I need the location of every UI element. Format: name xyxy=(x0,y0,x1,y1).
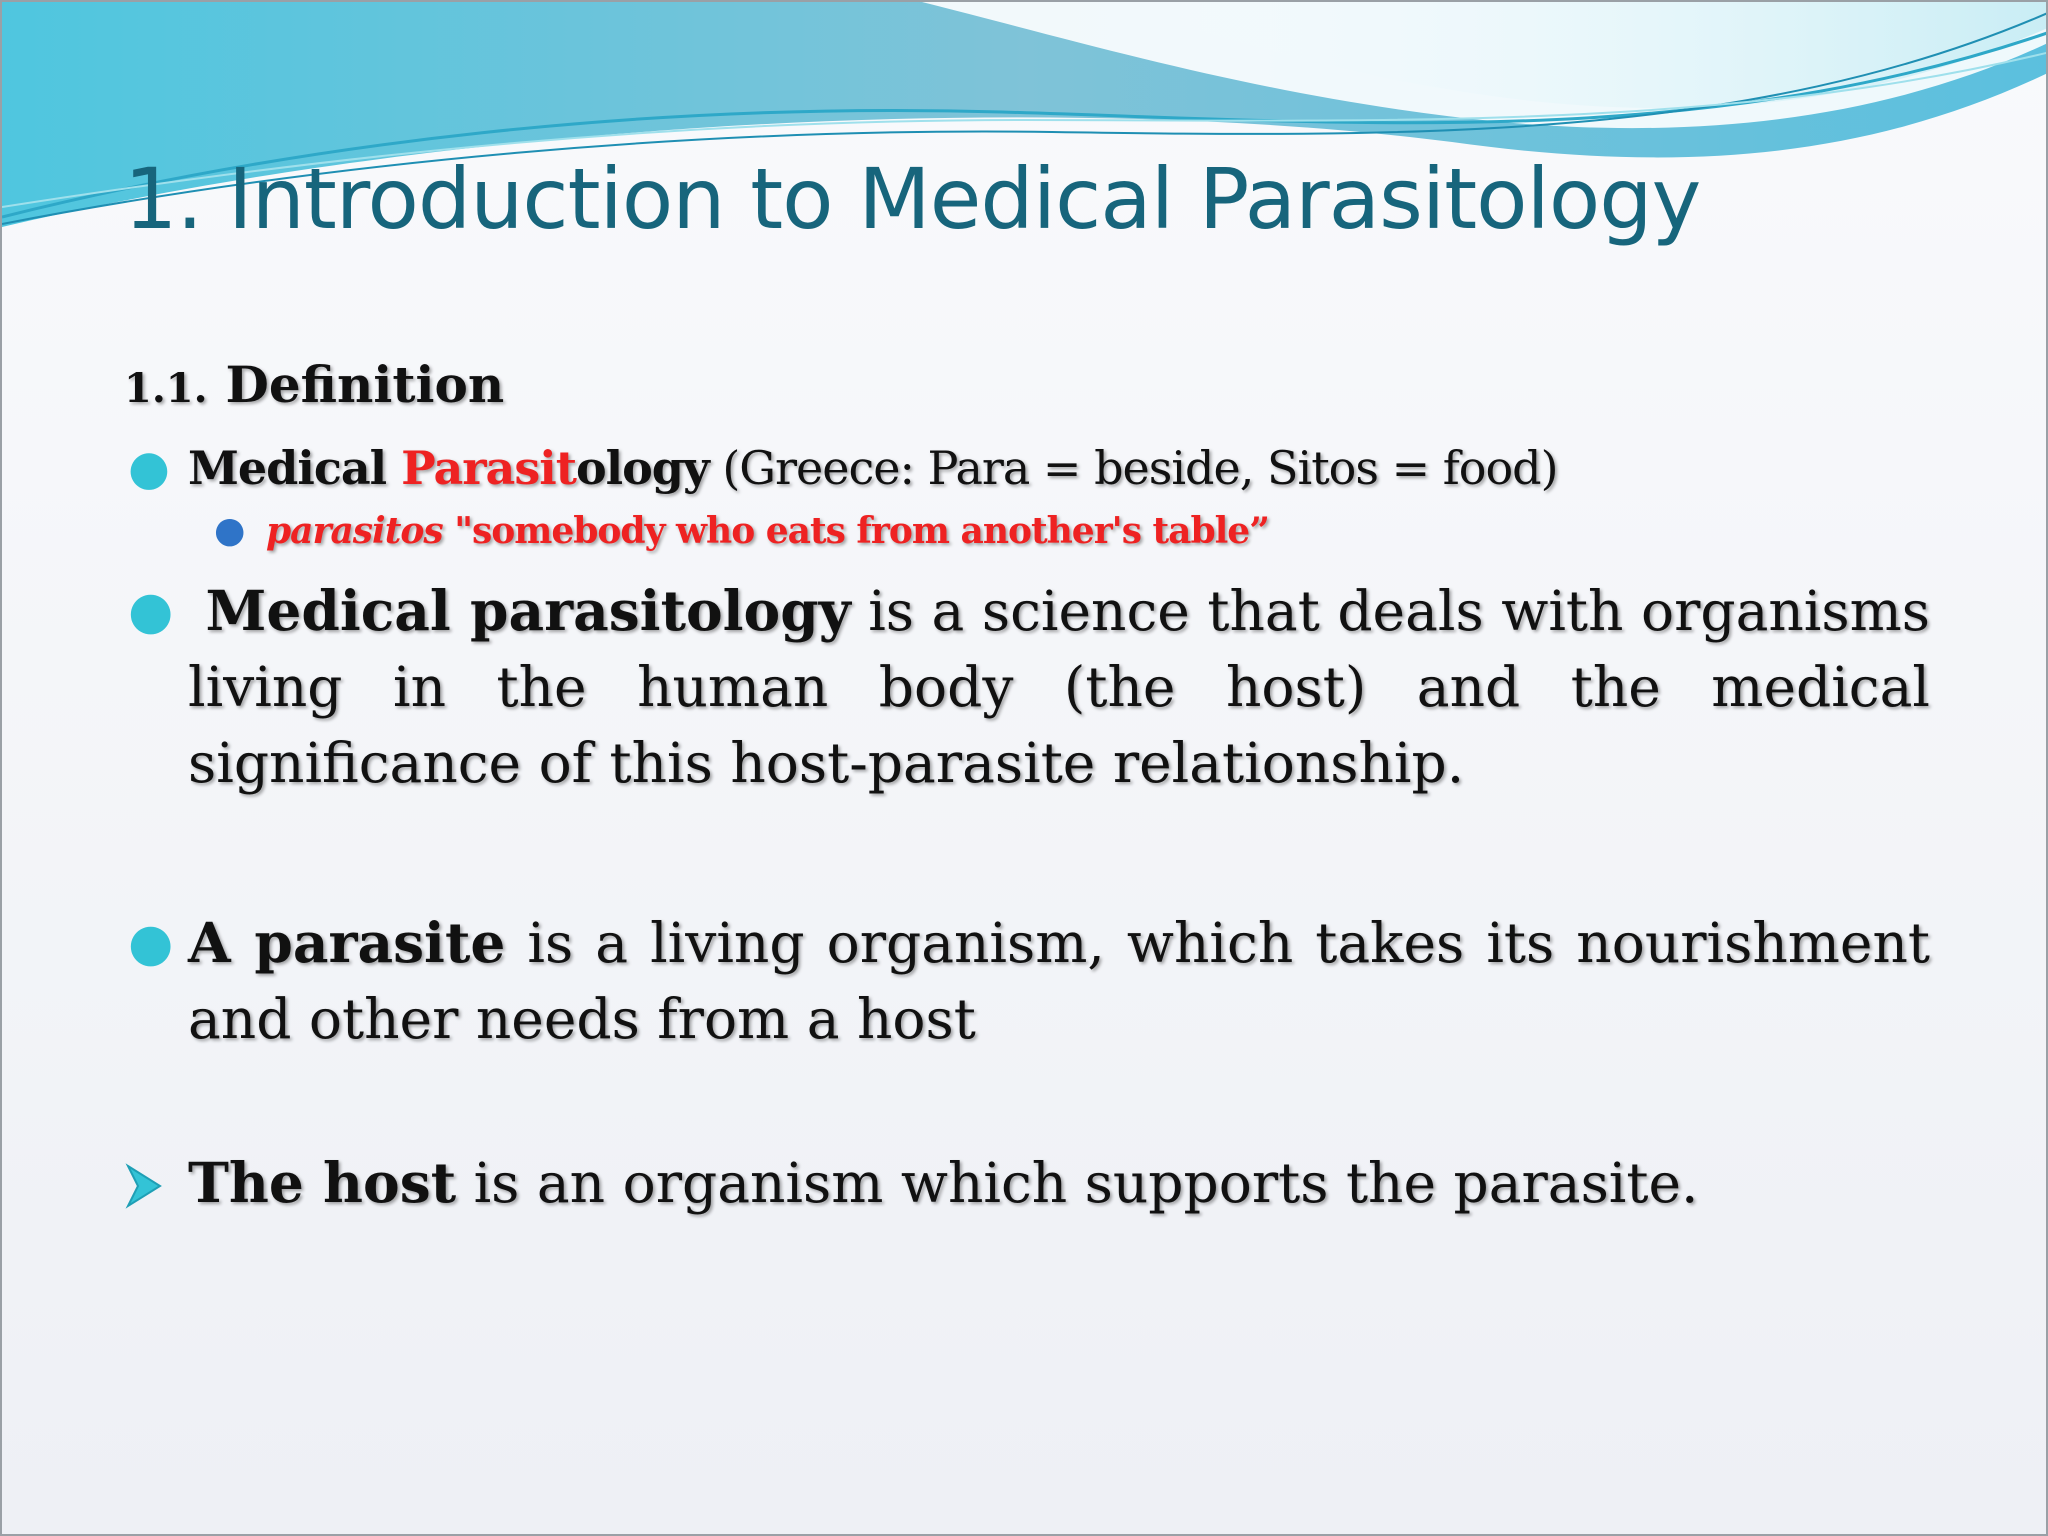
parasite-text: is a living organism, which takes its nourishment and other needs from a host xyxy=(188,911,1930,1051)
term-medical-parasitology: Medical parasitology xyxy=(205,578,851,643)
term-medical: Medical xyxy=(188,441,402,495)
section-number: 1.1. xyxy=(124,365,208,412)
term-parasit-highlight: Parasit xyxy=(401,441,576,495)
definition-text: is a science that deals with organisms living in the human body (the host) and the medical significance of this host-parasite relationship. xyxy=(188,579,1930,795)
sub-bullet-parasitos xyxy=(124,506,1930,557)
arrow-item-host xyxy=(124,1145,1930,1221)
sub-bullet-dot-icon: ● xyxy=(214,510,245,551)
bullet-definition-parasitology xyxy=(124,573,1930,801)
parasite-paragraph xyxy=(188,905,1930,1057)
term-ology: ology xyxy=(575,441,709,495)
bullet-dot-icon: ● xyxy=(128,913,174,973)
host-text: is an organism which supports the parasite. xyxy=(456,1151,1699,1215)
arrow-bullet-icon xyxy=(124,1153,164,1229)
word-parasitos: parasitos xyxy=(266,510,443,552)
section-heading xyxy=(124,352,1930,422)
bullet-dot-icon: ● xyxy=(128,581,174,641)
definition-paragraph xyxy=(188,573,1930,801)
bullet-etymology xyxy=(124,436,1930,500)
bullet-definition-parasite xyxy=(124,905,1930,1057)
slide-content xyxy=(124,352,1930,1221)
slide-title: 1. Introduction to Medical Parasitology xyxy=(124,150,1701,248)
parasitos-meaning: "somebody who eats from another's table” xyxy=(442,510,1269,552)
etymology-text: (Greece: Para = beside, Sitos = food) xyxy=(708,441,1558,495)
bullet-dot-icon: ● xyxy=(128,440,169,496)
term-the-host: The host xyxy=(188,1150,457,1215)
term-a-parasite: A parasite xyxy=(188,910,506,975)
section-label: Definition xyxy=(225,355,505,414)
